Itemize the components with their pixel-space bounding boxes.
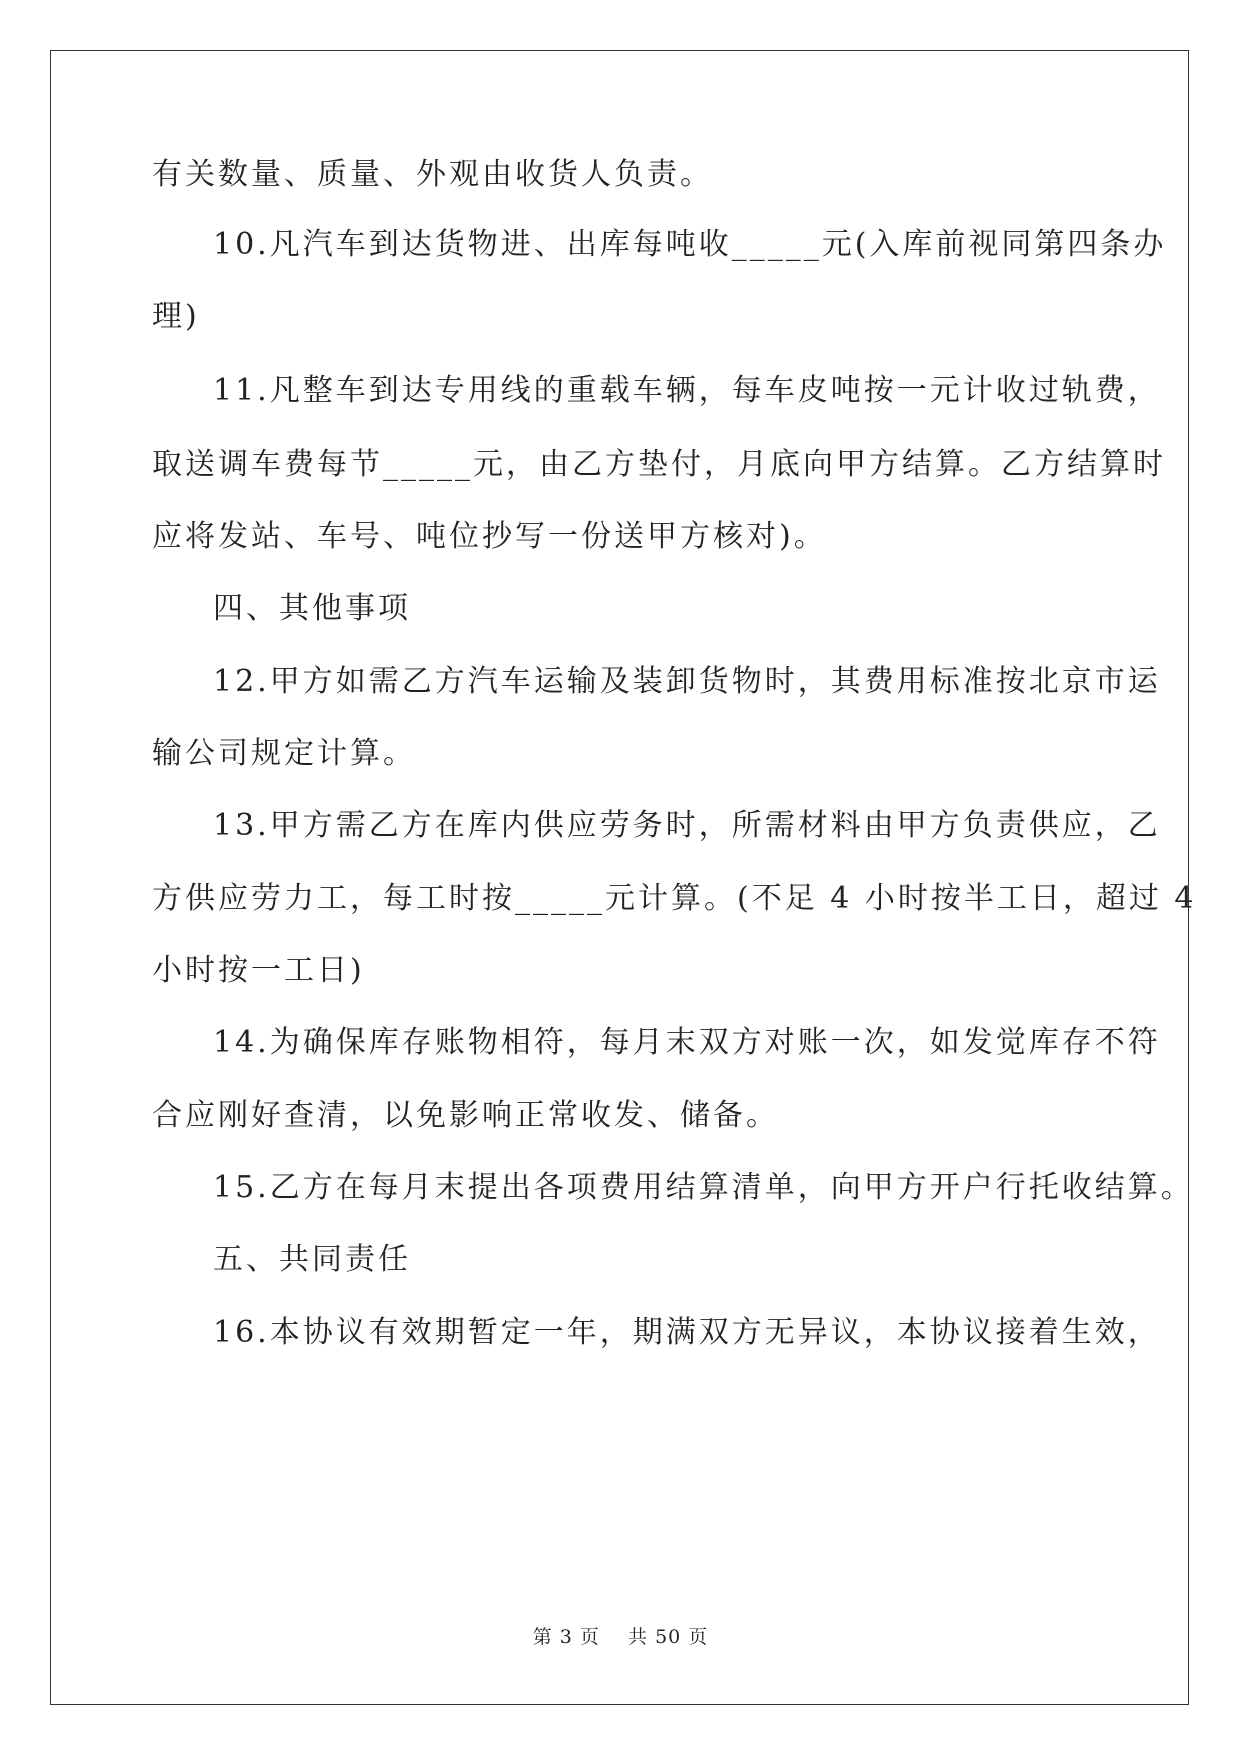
text-line-11: 方供应劳力工，每工时按_____元计算。(不足 4 小时按半工日，超过 4 — [152, 881, 1197, 916]
text-line-17: 16.本协议有效期暂定一年，期满双方无异议，本协议接着生效， — [213, 1315, 1161, 1350]
text-line-6: 应将发站、车号、吨位抄写一份送甲方核对)。 — [152, 519, 827, 554]
text-line-8: 12.甲方如需乙方汽车运输及装卸货物时，其费用标准按北京市运 — [213, 664, 1161, 699]
text-line-2: 10.凡汽车到达货物进、出库每吨收_____元(入库前视同第四条办 — [213, 227, 1167, 262]
text-line-15: 15.乙方在每月末提出各项费用结算清单，向甲方开户行托收结算。 — [213, 1170, 1194, 1205]
text-line-14: 合应刚好查清，以免影响正常收发、储备。 — [152, 1098, 779, 1133]
text-line-13: 14.为确保库存账物相符，每月末双方对账一次，如发觉库存不符 — [213, 1025, 1161, 1060]
text-line-4: 11.凡整车到达专用线的重载车辆，每车皮吨按一元计收过轨费， — [213, 373, 1161, 408]
text-line-12: 小时按一工日) — [152, 953, 365, 988]
text-line-10: 13.甲方需乙方在库内供应劳务时，所需材料由甲方负责供应，乙 — [213, 808, 1161, 843]
page-border — [50, 50, 1189, 1705]
section-heading-5: 五、共同责任 — [213, 1242, 411, 1277]
page-number-label: 第 3 页 共 50 页 — [532, 1626, 709, 1648]
page-footer — [0, 1622, 1241, 1649]
text-line-9: 输公司规定计算。 — [152, 736, 416, 771]
text-line-5: 取送调车费每节_____元，由乙方垫付，月底向甲方结算。乙方结算时 — [152, 447, 1166, 482]
text-line-1: 有关数量、质量、外观由收货人负责。 — [152, 157, 713, 192]
text-line-3: 理) — [152, 299, 200, 334]
section-heading-4: 四、其他事项 — [213, 591, 411, 626]
